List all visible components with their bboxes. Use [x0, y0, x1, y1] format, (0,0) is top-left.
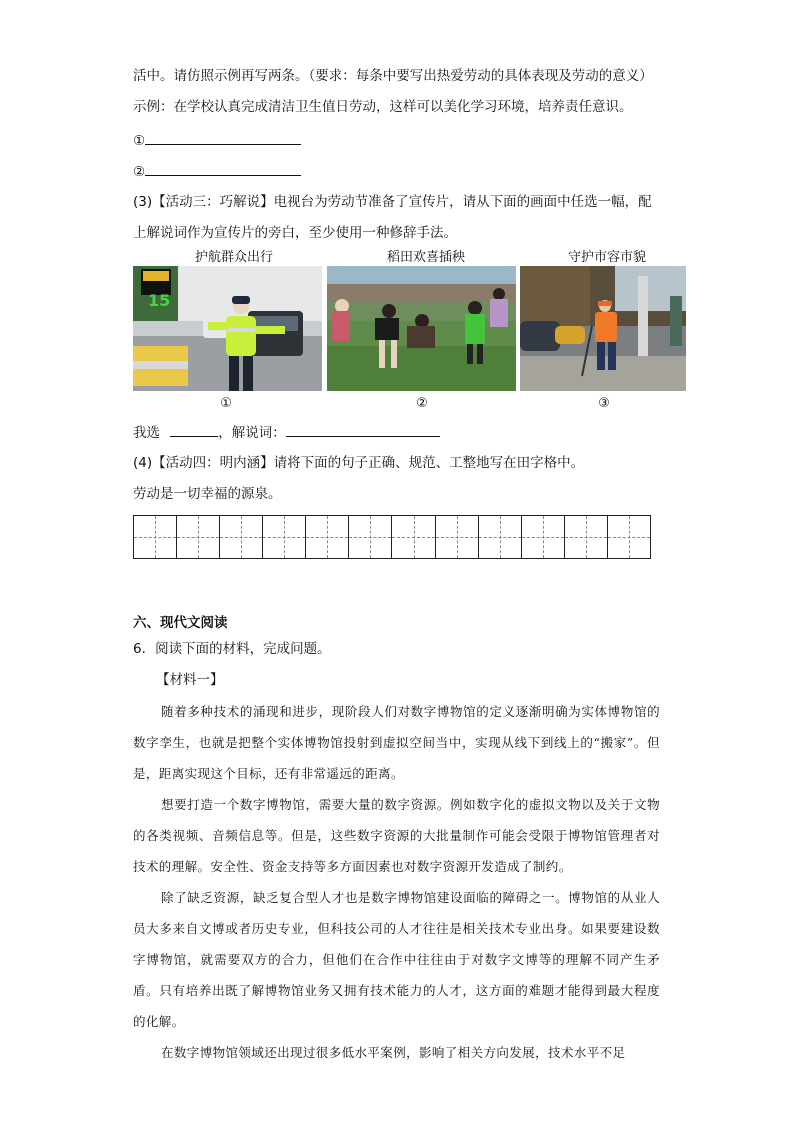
tianzige-grid[interactable] — [133, 515, 651, 559]
grid-cell[interactable] — [608, 516, 650, 558]
answer-line-1[interactable] — [133, 129, 301, 151]
activity2-example: 示例：在学校认真完成清洁卫生值日劳动，这样可以美化学习环境，培养责任意识。 — [133, 99, 633, 115]
choose-label: 我选 — [133, 425, 160, 441]
grid-cell[interactable] — [522, 516, 565, 558]
grid-cell[interactable] — [263, 516, 306, 558]
grid-cell[interactable] — [436, 516, 479, 558]
explain-label: ，解说词： — [218, 425, 286, 441]
answer-blank[interactable] — [145, 129, 301, 145]
activity2-instruction: 活中。请仿照示例再写两条。（要求：每条中要写出热爱劳动的具体表现及劳动的意义） — [133, 68, 653, 84]
grid-cell[interactable] — [349, 516, 392, 558]
choose-line — [133, 421, 440, 443]
photo-street-cleaner — [520, 266, 686, 391]
grid-cell[interactable] — [479, 516, 522, 558]
grid-cell[interactable] — [306, 516, 349, 558]
image-number-3: ③ — [598, 396, 610, 411]
answer-line-2[interactable] — [133, 160, 301, 182]
photo-rice-planting — [327, 266, 516, 391]
material-label: 【材料一】 — [156, 672, 224, 688]
image-caption-2: 稻田欢喜插秧 — [387, 250, 466, 265]
grid-cell[interactable] — [392, 516, 435, 558]
paragraph-1: 随着多种技术的涌现和进步，现阶段人们对数字博物馆的定义逐渐明确为实体博物馆的数字孪生，也就是把整个实体博物馆投射到虚拟空间当中，实现从线下到线上的“搬家”。但是，距离实现这个目标，还有非常遥远的距离。 — [133, 704, 660, 781]
image-number-1: ① — [220, 396, 232, 411]
paragraph-3: 除了缺乏资源，缺乏复合型人才也是数字博物馆建设面临的障碍之一。博物馆的从业人员大多来自文博或者历史专业，但科技公司的人才往往是相关技术专业出身。如果要建设数字博物馆，就需要双方的合力，但他们在合作中往往由于对数字文博等的理解不同产生矛盾。只有培养出既了解博物馆业务又拥有技术能力的人才，这方面的难题才能得到最大程度的化解。 — [133, 890, 660, 1029]
image-caption-1: 护航群众出行 — [195, 250, 274, 265]
activity4-instruction: (4)【活动四：明内涵】请将下面的句子正确、规范、工整地写在田字格中。 — [133, 455, 585, 471]
grid-cell[interactable] — [220, 516, 263, 558]
grid-cell[interactable] — [134, 516, 177, 558]
paragraph-2: 想要打造一个数字博物馆，需要大量的数字资源。例如数字化的虚拟文物以及关于文物的各类视频、音频信息等。但是，这些数字资源的大批量制作可能会受限于博物馆管理者对技术的理解。安全性、资金支持等多方面因素也对数字资源开发造成了制约。 — [133, 797, 660, 874]
answer-number: ① — [133, 133, 146, 149]
photo-traffic-police — [133, 266, 322, 391]
section-heading: 六、现代文阅读 — [133, 615, 228, 631]
answer-blank[interactable] — [145, 160, 301, 176]
grid-cell[interactable] — [177, 516, 220, 558]
svg-text:15: 15 — [148, 291, 171, 310]
answer-number: ② — [133, 164, 146, 180]
explain-blank[interactable] — [286, 421, 440, 437]
image-number-2: ② — [416, 396, 428, 411]
image-caption-3: 守护市容市貌 — [568, 250, 647, 265]
choose-blank[interactable] — [170, 421, 218, 437]
activity3-instruction-1: (3)【活动三：巧解说】电视台为劳动节准备了宣传片，请从下面的画面中任选一幅，配 — [133, 194, 652, 210]
grid-cell[interactable] — [565, 516, 608, 558]
question-prompt: 6．阅读下面的材料，完成问题。 — [133, 641, 331, 657]
paragraph-4: 在数字博物馆领域还出现过很多低水平案例，影响了相关方向发展，技术水平不足 — [161, 1045, 626, 1060]
activity3-instruction-2: 上解说词作为宣传片的旁白，至少使用一种修辞手法。 — [133, 225, 457, 241]
activity4-sentence: 劳动是一切幸福的源泉。 — [133, 486, 282, 502]
